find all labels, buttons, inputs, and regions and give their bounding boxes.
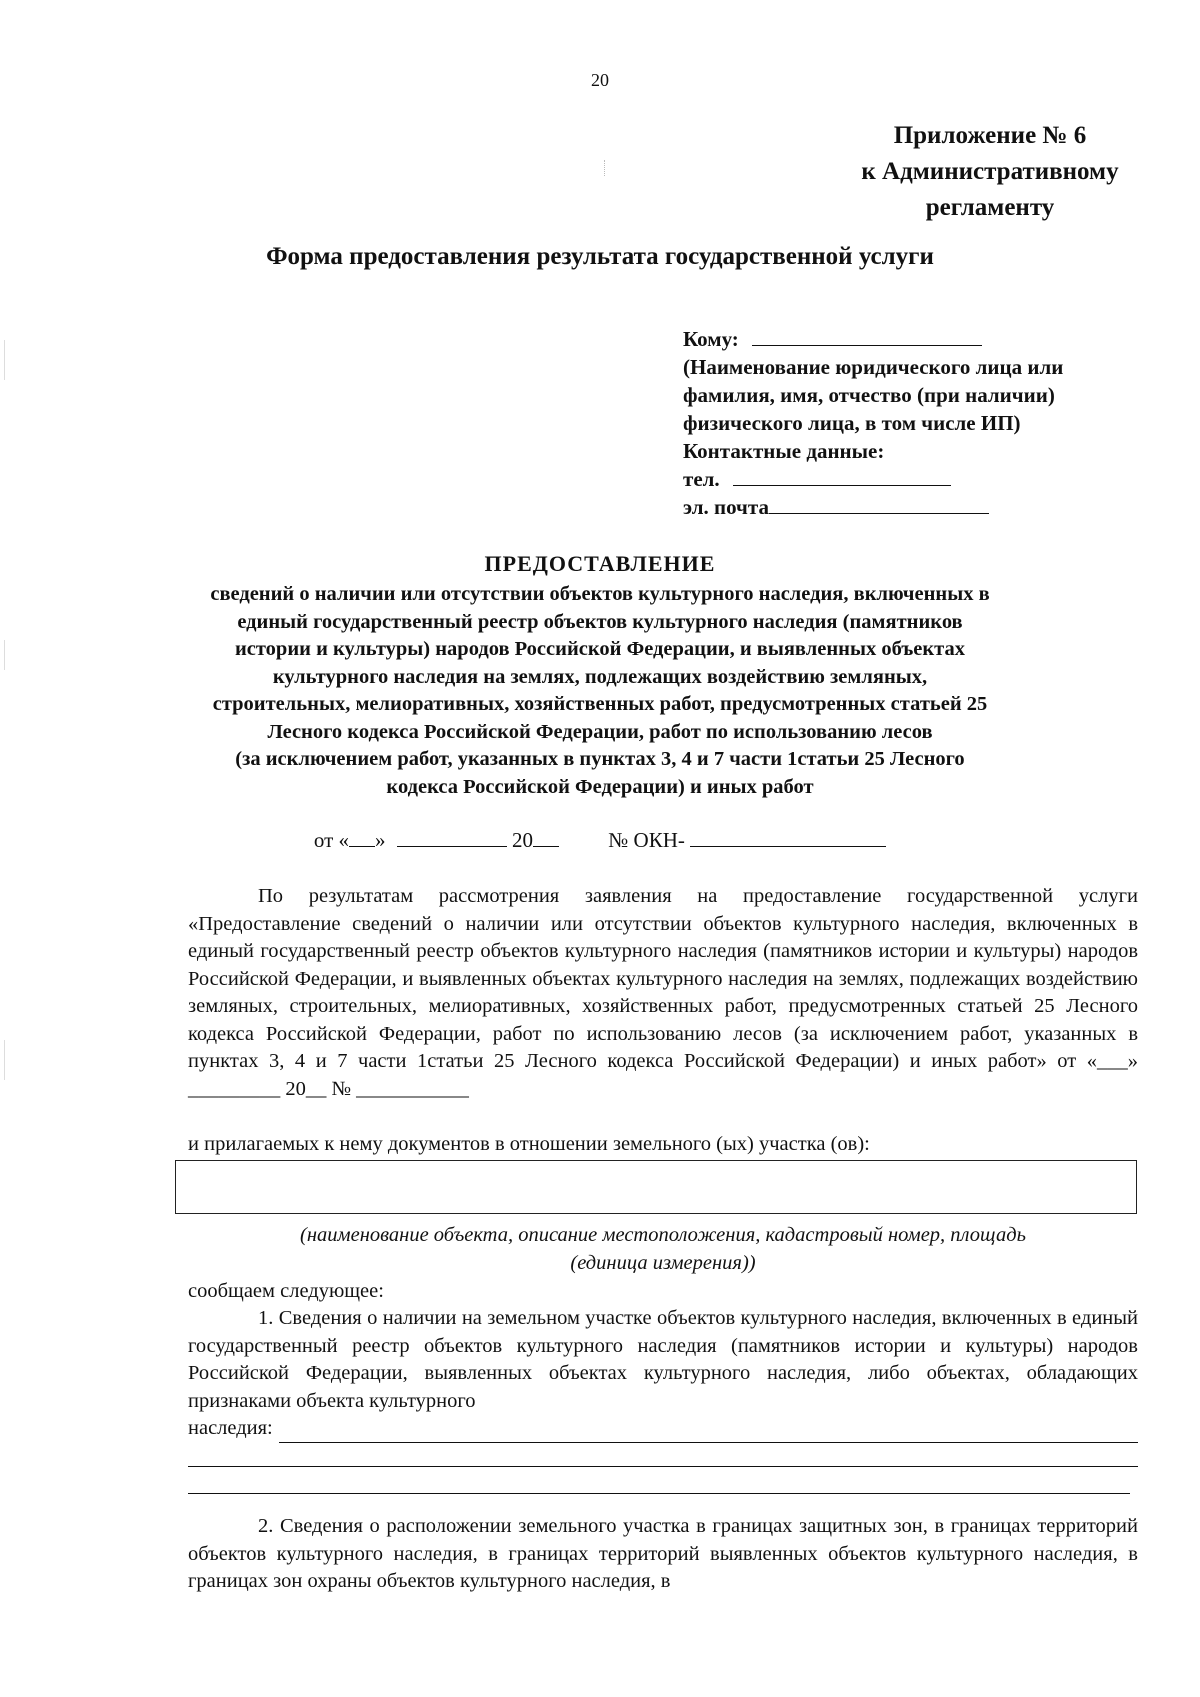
- scan-edge-mark: [4, 340, 6, 380]
- subtitle-line: строительных, мелиоративных, хозяйственных работ, предусмотренных статьей 25: [212, 693, 988, 715]
- subtitle-line: истории и культуры) народов Российской Федерации, и выявленных объектах: [234, 638, 966, 660]
- recipient-phone-row: [683, 465, 1153, 493]
- caption-line-1: (наименование объекта, описание местоположения, кадастровый номер, площадь: [300, 1224, 1026, 1246]
- date-close-quote: »: [375, 828, 386, 852]
- recipient-block: [683, 325, 1153, 521]
- recipient-contacts-label: Контактные данные:: [683, 439, 885, 463]
- inform-line: сообщаем следующее:: [188, 1280, 384, 1302]
- item-1-last-word: наследия:: [188, 1417, 273, 1439]
- scan-artifact: [604, 160, 607, 176]
- item-1-fill-row: [188, 1415, 1138, 1443]
- date-number-line: [0, 828, 1200, 853]
- appendix-header: [830, 118, 1150, 226]
- recipient-email-field[interactable]: [769, 495, 989, 514]
- subtitle-line: кодекса Российской Федерации) и иных работ: [386, 775, 814, 798]
- document-subtitle: [180, 581, 1020, 801]
- appendix-line-3: регламенту: [925, 194, 1055, 221]
- intro-paragraph: По результатам рассмотрения заявления на предоставление государственной услуги «Предоставление сведений о наличии или отсутствии объектов культурного наследия, включенных в единый государственный реестр объектов культурного наследия (памятников истории и культуры) народов Российской Федерации, и выявленных объектах культурного наследия на землях, подлежащих воздействию земляных, строительных, мелиоративных, хозяйственных работ, предусмотренных статьей 25 Лесного кодекса Российской Федерации, работ по использованию лесов (за исключением работ, указанных в пунктах 3, 4 и 7 части 1статьи 25 Лесного кодекса Российской Федерации) и иных работ» от «___» _________ 20__ № ___________: [188, 885, 1138, 1100]
- recipient-name-hint-1: (Наименование юридического лица или: [683, 355, 1064, 379]
- attached-docs-line: и прилагаемых к нему документов в отношении земельного (ых) участка (ов):: [188, 1133, 870, 1155]
- appendix-line-1: Приложение № 6: [893, 122, 1087, 149]
- scan-edge-mark: [4, 640, 6, 670]
- date-month-field[interactable]: [397, 828, 507, 847]
- item-1-answer-line[interactable]: [188, 1466, 1138, 1467]
- document-heading: ПРЕДОСТАВЛЕНИЕ: [484, 551, 716, 576]
- recipient-phone-field[interactable]: [733, 467, 951, 486]
- object-description-field[interactable]: [175, 1160, 1137, 1214]
- item-1-answer-field[interactable]: [279, 1422, 1138, 1443]
- item-1-paragraph: 1. Сведения о наличии на земельном участке объектов культурного наследия, включенных в единый государственный реестр объектов культурного наследия (памятников истории и культуры) народов Российской Федерации, выявленных объектах культурного наследия, либо объектах, обладающих признаками объекта культурного: [188, 1307, 1138, 1412]
- caption-line-2: (единица измерения)): [570, 1251, 756, 1274]
- recipient-phone-label: тел.: [683, 467, 720, 491]
- form-title: Форма предоставления результата государственной услуги: [266, 243, 934, 270]
- subtitle-line: (за исключением работ, указанных в пунктах 3, 4 и 7 части 1статьи 25 Лесного: [235, 748, 965, 770]
- date-from-label: от «: [313, 828, 350, 852]
- page-number: 20: [591, 70, 609, 90]
- recipient-to-field[interactable]: [752, 327, 982, 346]
- document-number-label: № ОКН-: [608, 828, 685, 852]
- document-number-field[interactable]: [690, 828, 886, 847]
- item-1-answer-line[interactable]: [188, 1493, 1130, 1494]
- recipient-to-row: [683, 325, 1153, 353]
- subtitle-line: культурного наследия на землях, подлежащих воздействию земляных,: [272, 665, 928, 688]
- recipient-email-row: [683, 493, 1153, 521]
- subtitle-line: сведений о наличии или отсутствии объектов культурного наследия, включенных в: [210, 583, 990, 605]
- item-2-paragraph: 2. Сведения о расположении земельного участка в границах защитных зон, в границах территорий объектов культурного наследия, в границах территорий выявленных объектов культурного наследия, в границах зон охраны объектов культурного наследия, в: [188, 1515, 1138, 1592]
- recipient-to-label: Кому:: [683, 327, 739, 351]
- appendix-line-2: к Административному: [861, 158, 1119, 185]
- subtitle-line: Лесного кодекса Российской Федерации, работ по использованию лесов: [267, 720, 933, 743]
- date-year-prefix: 20: [512, 828, 534, 852]
- subtitle-line: единый государственный реестр объектов культурного наследия (памятников: [237, 610, 963, 633]
- scan-edge-mark: [4, 1040, 6, 1080]
- date-day-field[interactable]: [349, 828, 375, 847]
- recipient-email-label: эл. почта: [683, 495, 769, 519]
- recipient-name-hint-3: физического лица, в том числе ИП): [683, 411, 1021, 435]
- recipient-name-hint-2: фамилия, имя, отчество (при наличии): [683, 383, 1055, 407]
- date-year-field[interactable]: [533, 828, 559, 847]
- object-field-caption: [188, 1222, 1138, 1277]
